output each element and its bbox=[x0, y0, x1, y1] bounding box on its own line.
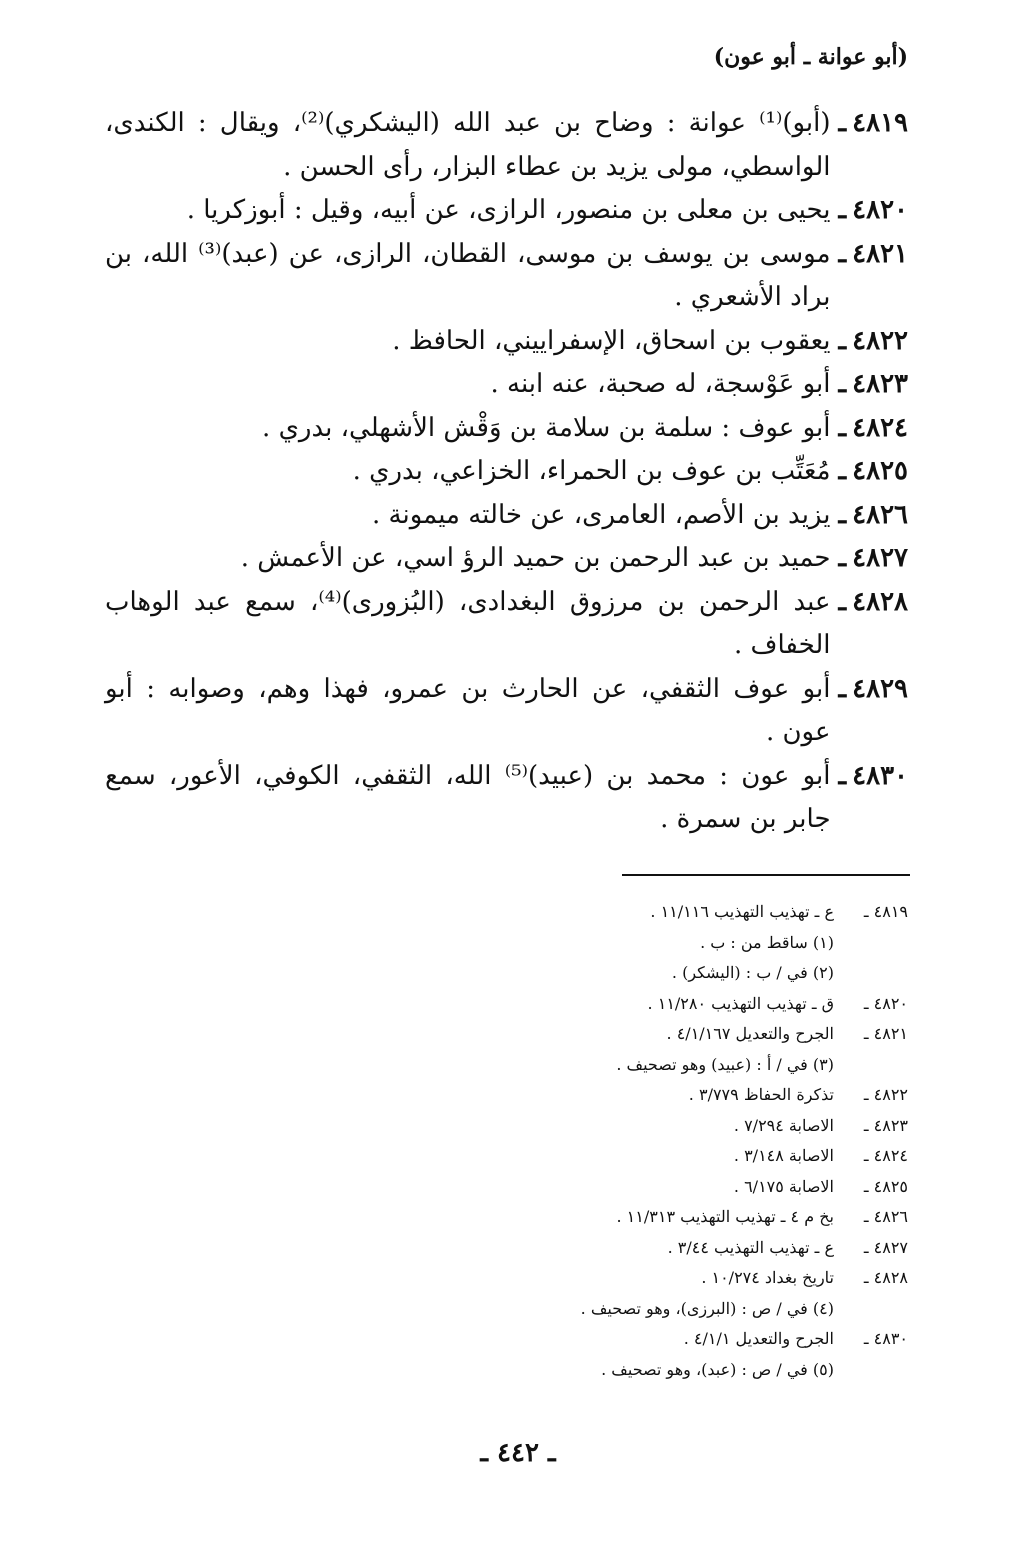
footnote-text: (٣) في / أ : (عبيد) وهو تصحيف . bbox=[616, 1054, 834, 1074]
footnote-number: ٤٨٢٤ ـ bbox=[863, 1146, 908, 1165]
footnote-text: ق ـ تهذيب التهذيب ١١/٢٨٠ . bbox=[647, 993, 834, 1013]
entry-number: ٤٨٢٤ bbox=[852, 412, 908, 443]
footnote-divider bbox=[622, 874, 910, 876]
footnote-text: تاريخ بغداد ١٠/٢٧٤ . bbox=[701, 1268, 834, 1287]
footnote bbox=[120, 1172, 908, 1203]
footnote-text: (١) ساقط من : ب . bbox=[700, 932, 834, 952]
footnote bbox=[120, 1294, 908, 1325]
footnote-number bbox=[834, 1050, 908, 1081]
entry-text: حميد بن عبد الرحمن بن حميد الرؤ اسي، عن الأعمش . bbox=[240, 543, 831, 573]
entry-number: ٤٨٢١ bbox=[852, 238, 908, 269]
entry-number: ٤٨٣٠ bbox=[852, 760, 908, 791]
entry: ٤٨٢١ـ موسى بن يوسف بن موسى، القطان، الرازى، عن (عبد)⁽³⁾ الله، بن براد الأشعري . bbox=[105, 233, 908, 320]
entry: ٤٨٢٥ـ مُعَتِّب بن عوف بن الحمراء، الخزاعي، بدري . bbox=[105, 450, 908, 494]
footnote bbox=[120, 1233, 908, 1264]
footnote-number bbox=[834, 1294, 908, 1325]
footnote bbox=[120, 1019, 908, 1050]
footnote-text: الجرح والتعديل ٤/١/١ . bbox=[683, 1329, 834, 1348]
footnote-number: ٤٨٣٠ ـ bbox=[863, 1329, 908, 1348]
footnote-number: ٤٨٢٠ ـ bbox=[863, 993, 908, 1013]
entry-number: ٤٨٢٩ bbox=[852, 673, 908, 704]
entry-number: ٤٨٢٣ bbox=[852, 369, 908, 399]
page-number: ـ ٤٤٢ ـ bbox=[480, 1438, 556, 1468]
footnote-text: الاصابة ٧/٢٩٤ . bbox=[733, 1115, 834, 1135]
footnotes-list bbox=[120, 897, 908, 1385]
footnote-number: ٤٨٢٦ ـ bbox=[863, 1207, 908, 1226]
entry-number: ٤٨٢٨ bbox=[852, 586, 908, 617]
entry: ٤٨٢٨ـ عبد الرحمن بن مرزوق البغدادى، (البُزورى)⁽⁴⁾، سمع عبد الوهاب الخفاف . bbox=[105, 581, 908, 668]
footnote-text: تذكرة الحفاظ ٣/٧٧٩ . bbox=[688, 1085, 834, 1104]
entry: ٤٨٢٤ـ أبو عوف : سلمة بن سلامة بن وَقْش الأشهلي، بدري . bbox=[105, 407, 908, 451]
footnote bbox=[120, 1324, 908, 1355]
footnote-text: الاصابة ٦/١٧٥ . bbox=[733, 1176, 834, 1196]
entry-text: أبو عَوْسجة، له صحبة، عنه ابنه . bbox=[490, 369, 831, 399]
footnote-text: (٤) في / ص : (البرزى)، وهو تصحيف . bbox=[580, 1298, 834, 1318]
footnote-number: ٤٨٢٥ ـ bbox=[863, 1176, 908, 1196]
footnote bbox=[120, 1202, 908, 1233]
entry: ٤٨٢٩ـ أبو عوف الثقفي، عن الحارث بن عمرو، فهذا وهم، وصوابه : أبو عون . bbox=[105, 668, 908, 755]
footnote-number bbox=[834, 958, 908, 989]
footnote bbox=[120, 1355, 908, 1386]
entry-number: ٤٨١٩ bbox=[852, 108, 908, 138]
entry-number: ٤٨٢٢ bbox=[852, 325, 908, 356]
entry: ٤٨٣٠ـ أبو عون : محمد بن (عبيد)⁽⁵⁾ الله، الثقفي، الكوفي، الأعور، سمع جابر بن سمرة . bbox=[105, 755, 908, 842]
entry-text: مُعَتِّب بن عوف بن الحمراء، الخزاعي، بدري . bbox=[352, 456, 831, 486]
footnote bbox=[120, 897, 908, 928]
footnote-number: ٤٨٢١ ـ bbox=[863, 1024, 908, 1043]
entry-text: (أبو)⁽¹⁾ عوانة : وضاح بن عبد الله (اليشكري)⁽²⁾، ويقال : الكندى، الواسطي، مولى يزيد بن عطاء البزار، رأى الحسن . bbox=[105, 108, 831, 182]
entry-text: أبو عوف : سلمة بن سلامة بن وَقْش الأشهلي، بدري . bbox=[262, 412, 831, 443]
entry-text: يحيى بن معلى بن منصور، الرازى، عن أبيه، وقيل : أبوزكريا . bbox=[186, 195, 831, 225]
entry: ٤٨٢٧ـ حميد بن عبد الرحمن بن حميد الرؤ اسي، عن الأعمش . bbox=[105, 537, 908, 581]
footnote bbox=[120, 1050, 908, 1081]
entry-number: ٤٨٢٠ bbox=[852, 195, 908, 225]
footnote-number: ٤٨٢٨ ـ bbox=[863, 1268, 908, 1287]
entry: ٤٨٢٠ـ يحيى بن معلى بن منصور، الرازى، عن أبيه، وقيل : أبوزكريا . bbox=[105, 189, 908, 233]
footnote bbox=[120, 1263, 908, 1294]
footnote-text: ع ـ تهذيب التهذيب ١١/١١٦ . bbox=[650, 902, 834, 921]
entry-text: يعقوب بن اسحاق، الإسفراييني، الحافظ . bbox=[392, 325, 831, 356]
footnote bbox=[120, 1141, 908, 1172]
entry: ٤٨٢٢ـ يعقوب بن اسحاق، الإسفراييني، الحافظ . bbox=[105, 320, 908, 364]
entries-list bbox=[105, 102, 908, 842]
entry: ٤٨١٩ـ (أبو)⁽¹⁾ عوانة : وضاح بن عبد الله (اليشكري)⁽²⁾، ويقال : الكندى، الواسطي، مولى يزيد بن عطاء البزار، رأى الحسن . bbox=[105, 102, 908, 189]
footnote bbox=[120, 989, 908, 1020]
footnote-text: (٢) في / ب : (اليشكر) . bbox=[671, 963, 834, 982]
entry-text: موسى بن يوسف بن موسى، القطان، الرازى، عن (عبد)⁽³⁾ الله، بن براد الأشعري . bbox=[105, 238, 831, 312]
footnote-number: ٤٨١٩ ـ bbox=[863, 902, 908, 921]
footnote-number: ٤٨٢٢ ـ bbox=[863, 1085, 908, 1104]
footnote bbox=[120, 928, 908, 959]
entry-number: ٤٨٢٦ bbox=[852, 499, 908, 530]
entry-number: ٤٨٢٧ bbox=[852, 543, 908, 573]
entry: ٤٨٢٣ـ أبو عَوْسجة، له صحبة، عنه ابنه . bbox=[105, 363, 908, 407]
footnote-text: الجرح والتعديل ٤/١/١٦٧ . bbox=[666, 1024, 834, 1043]
entry-text: أبو عون : محمد بن (عبيد)⁽⁵⁾ الله، الثقفي، الكوفي، الأعور، سمع جابر بن سمرة . bbox=[105, 760, 831, 834]
entry-number: ٤٨٢٥ bbox=[852, 456, 908, 486]
footnote-number: ٤٨٢٧ ـ bbox=[863, 1237, 908, 1257]
footnote-text: (٥) في / ص : (عبد)، وهو تصحيف . bbox=[601, 1359, 834, 1379]
footnote-number bbox=[834, 1355, 908, 1386]
footnote-text: بخ م ٤ ـ تهذيب التهذيب ١١/٣١٣ . bbox=[616, 1207, 834, 1226]
footnote-text: ع ـ تهذيب التهذيب ٣/٤٤ . bbox=[667, 1237, 834, 1257]
entry-text: أبو عوف الثقفي، عن الحارث بن عمرو، فهذا وهم، وصوابه : أبو عون . bbox=[105, 673, 831, 747]
footnote-text: الاصابة ٣/١٤٨ . bbox=[733, 1146, 834, 1165]
footnote bbox=[120, 958, 908, 989]
footnote-number bbox=[834, 928, 908, 959]
running-head: (أبو عوانة ـ أبو عون) bbox=[713, 44, 908, 70]
footnote-number: ٤٨٢٣ ـ bbox=[863, 1115, 908, 1135]
footnote bbox=[120, 1080, 908, 1111]
entry-text: يزيد بن الأصم، العامرى، عن خالته ميمونة . bbox=[372, 499, 831, 530]
entry: ٤٨٢٦ـ يزيد بن الأصم، العامرى، عن خالته ميمونة . bbox=[105, 494, 908, 538]
footnote bbox=[120, 1111, 908, 1142]
entry-text: عبد الرحمن بن مرزوق البغدادى، (البُزورى)⁽⁴⁾، سمع عبد الوهاب الخفاف . bbox=[105, 586, 831, 660]
